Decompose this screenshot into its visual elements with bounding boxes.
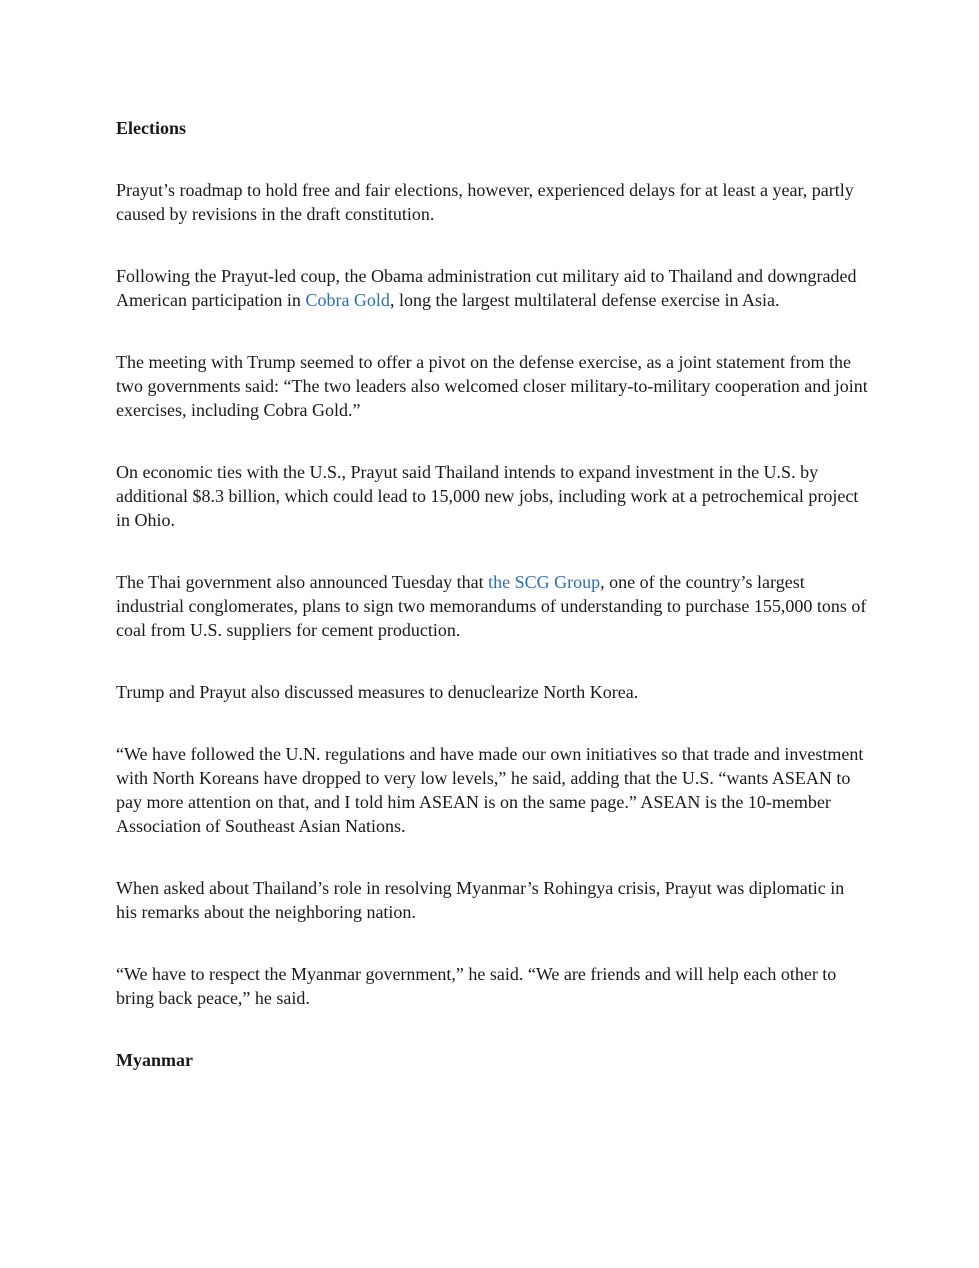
paragraph-myanmar-quote: “We have to respect the Myanmar government,” he said. “We are friends and will help each other to bring back peace,” he said. <box>116 964 837 1008</box>
paragraph-coup-text-b: , long the largest multilateral defense exercise in Asia. <box>389 290 780 310</box>
paragraph-north-korea: Trump and Prayut also discussed measures to denuclearize North Korea. <box>116 682 639 702</box>
section-heading-myanmar: Myanmar <box>116 1050 193 1070</box>
paragraph-scg <box>116 570 868 642</box>
paragraph-trump-meeting: The meeting with Trump seemed to offer a pivot on the defense exercise, as a joint statement from the two governments said: “The two leaders also welcomed closer military-to-military cooperation and joint exercises, including Cobra Gold.” <box>116 352 868 420</box>
paragraph-economic-ties: On economic ties with the U.S., Prayut said Thailand intends to expand investment in the U.S. by additional $8.3 billion, which could lead to 15,000 new jobs, including work at a petrochemical project in Ohio. <box>116 462 859 530</box>
section-heading-elections: Elections <box>116 118 186 138</box>
paragraph-roadmap: Prayut’s roadmap to hold free and fair elections, however, experienced delays for at least a year, partly caused by revisions in the draft constitution. <box>116 180 854 224</box>
paragraph-coup <box>116 264 868 312</box>
cobra-gold-link[interactable]: Cobra Gold <box>305 290 390 310</box>
scg-group-link[interactable]: the SCG Group <box>488 572 601 592</box>
paragraph-un-regulations: “We have followed the U.N. regulations and have made our own initiatives so that trade and investment with North Koreans have dropped to very low levels,” he said, adding that the U.S. “wants ASEAN to pay more attention on that, and I told him ASEAN is on the same page.” ASEAN is the 10-member Association of Southeast Asian Nations. <box>116 744 864 836</box>
paragraph-scg-text-b: , one of the country’s largest industrial conglomerates, plans to sign two memorandums of understanding to purchase 155,000 tons of coal from U.S. suppliers for cement production. <box>116 572 867 640</box>
paragraph-rohingya: When asked about Thailand’s role in resolving Myanmar’s Rohingya crisis, Prayut was diplomatic in his remarks about the neighboring nation. <box>116 878 845 922</box>
document-page <box>116 116 868 1072</box>
paragraph-coup-text-a: Following the Prayut-led coup, the Obama administration cut military aid to Thailand and downgraded American participation in <box>116 266 857 310</box>
paragraph-scg-text-a: The Thai government also announced Tuesday that <box>116 572 489 592</box>
